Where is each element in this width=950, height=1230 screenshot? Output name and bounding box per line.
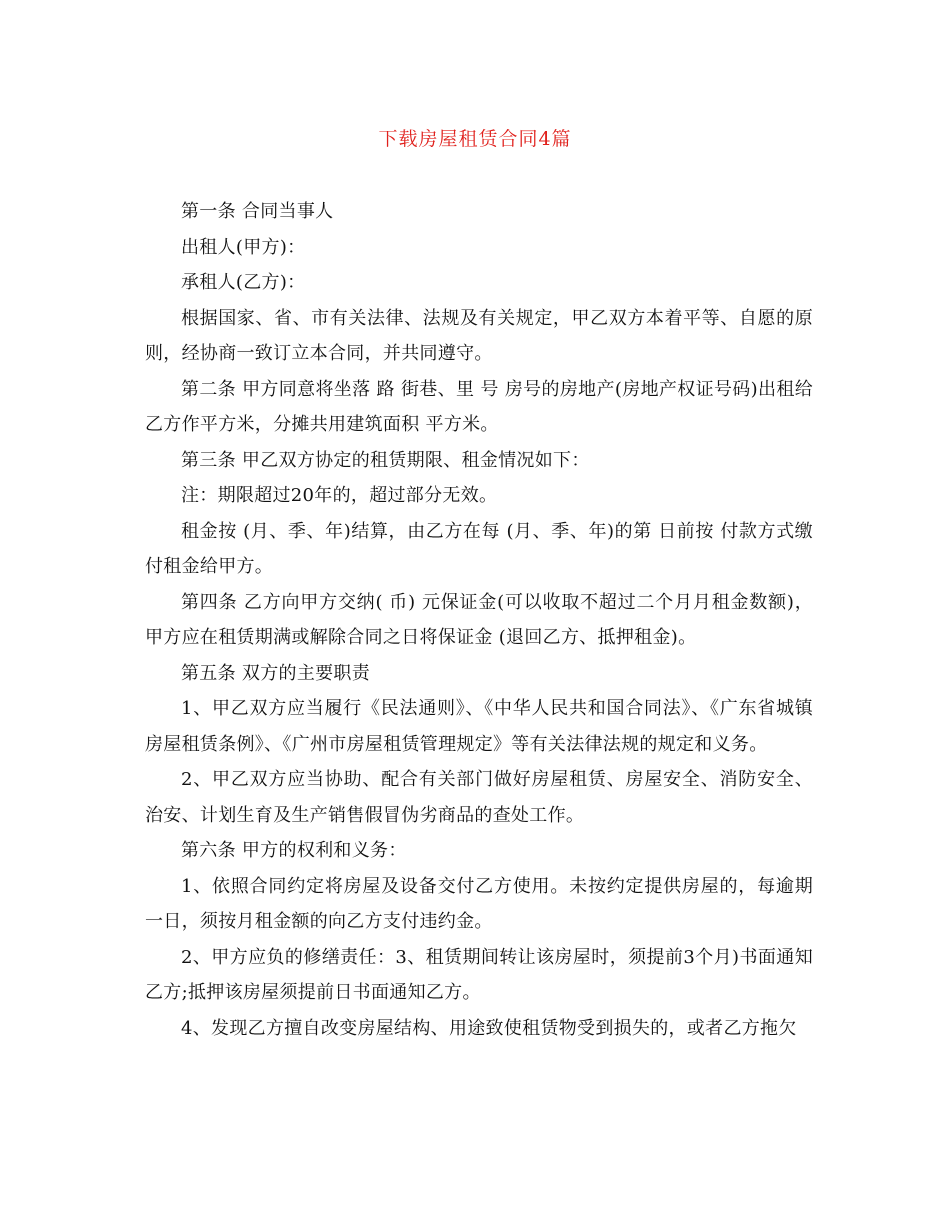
paragraph-duty-1: 1、甲乙双方应当履行《民法通则》、《中华人民共和国合同法》、《广东省城镇房屋租赁条例》、《广州市房屋租赁管理规定》等有关法律法规的规定和义务。 <box>145 698 813 755</box>
paragraph-article-4: 第四条 乙方向甲方交纳( 币) 元保证金(可以收取不超过二个月月租金数额)，甲方应在租赁期满或解除合同之日将保证金 (退回乙方、抵押租金)。 <box>145 591 813 648</box>
paragraph-basis: 根据国家、省、市有关法律、法规及有关规定，甲乙双方本着平等、自愿的原则，经协商一致订立本合同，并共同遵守。 <box>145 307 813 364</box>
paragraph-lessor-right-2: 2、甲方应负的修缮责任：3、租赁期间转让该房屋时，须提前3个月)书面通知乙方;抵押该房屋须提前日书面通知乙方。 <box>145 946 813 1003</box>
paragraph-duty-2: 2、甲乙双方应当协助、配合有关部门做好房屋租赁、房屋安全、消防安全、治安、计划生育及生产销售假冒伪劣商品的查处工作。 <box>145 769 813 826</box>
paragraph-article-5-heading: 第五条 双方的主要职责 <box>181 662 371 684</box>
document-title: 下载房屋租赁合同4篇 <box>378 128 572 150</box>
paragraph-lessee: 承租人(乙方)： <box>181 272 306 293</box>
paragraph-lessor-right-1: 1、依照合同约定将房屋及设备交付乙方使用。未按约定提供房屋的，每逾期一日，须按月租金额的向乙方支付违约金。 <box>145 875 813 932</box>
paragraph-article-2: 第二条 甲方同意将坐落 路 街巷、里 号 房号的房地产(房地产权证号码)出租给乙方作平方米，分摊共用建筑面积 平方米。 <box>145 378 813 435</box>
paragraph-article-3-heading: 第三条 甲乙双方协定的租赁期限、租金情况如下： <box>181 449 590 471</box>
document-body <box>145 194 813 1046</box>
paragraph-article-1-heading: 第一条 合同当事人 <box>181 201 334 222</box>
paragraph-lessor: 出租人(甲方)： <box>181 236 306 258</box>
paragraph-article-6-heading: 第六条 甲方的权利和义务： <box>181 840 407 861</box>
paragraph-note: 注：期限超过20年的，超过部分无效。 <box>181 485 498 506</box>
paragraph-lessor-right-4: 4、发现乙方擅自改变房屋结构、用途致使租赁物受到损失的，或者乙方拖欠 <box>181 1017 797 1039</box>
paragraph-rent-settlement: 租金按 (月、季、年)结算，由乙方在每 (月、季、年)的第 日前按 付款方式缴付租金给甲方。 <box>145 520 813 577</box>
